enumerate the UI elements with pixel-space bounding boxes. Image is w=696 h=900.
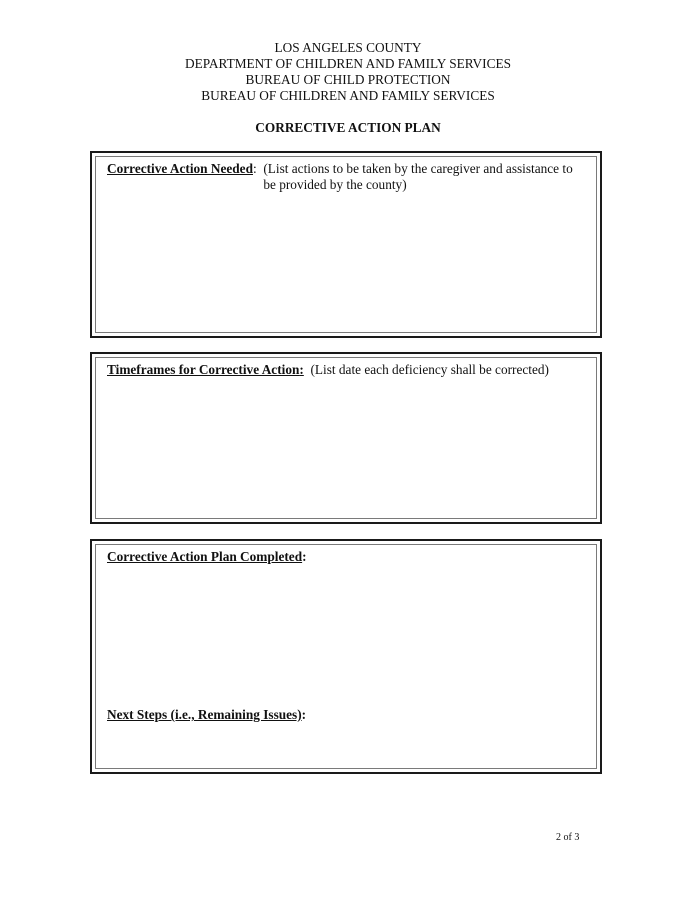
next-steps-label: Next Steps (i.e., Remaining Issues): [107, 707, 307, 722]
timeframes-field[interactable] [95, 357, 597, 519]
section-instruction: (List date each deficiency shall be corrected) [310, 362, 549, 377]
corrective-action-needed-label: Corrective Action Needed: (List actions to be taken by the caregiver and assistance to be provided by the county) [107, 161, 573, 192]
timeframes-label: Timeframes for Corrective Action: (List date each deficiency shall be corrected) [107, 362, 549, 377]
section-instruction-cont: be provided by the county) [263, 177, 407, 192]
section-heading: Next Steps (i.e., Remaining Issues) [107, 707, 302, 722]
timeframes-box[interactable] [90, 352, 602, 524]
corrective-action-needed-field[interactable] [95, 156, 597, 333]
header-line-department: DEPARTMENT OF CHILDREN AND FAMILY SERVICES [185, 56, 511, 71]
page-number: 2 of 3 [556, 832, 580, 843]
section-instruction: (List actions to be taken by the caregiver and assistance to [263, 161, 573, 176]
plan-completed-field[interactable] [95, 544, 597, 769]
section-heading: Timeframes for Corrective Action [107, 362, 300, 377]
agency-header [0, 40, 696, 104]
plan-completed-label: Corrective Action Plan Completed: [107, 549, 307, 564]
section-heading: Corrective Action Needed [107, 161, 253, 176]
plan-completed-box[interactable] [90, 539, 602, 774]
header-line-county: LOS ANGELES COUNTY [274, 40, 422, 55]
header-line-bureau-services: BUREAU OF CHILDREN AND FAMILY SERVICES [201, 88, 495, 103]
header-line-bureau-protection: BUREAU OF CHILD PROTECTION [245, 72, 451, 87]
corrective-action-needed-box[interactable] [90, 151, 602, 338]
section-heading: Corrective Action Plan Completed [107, 549, 303, 564]
page-title: CORRECTIVE ACTION PLAN [255, 120, 441, 135]
